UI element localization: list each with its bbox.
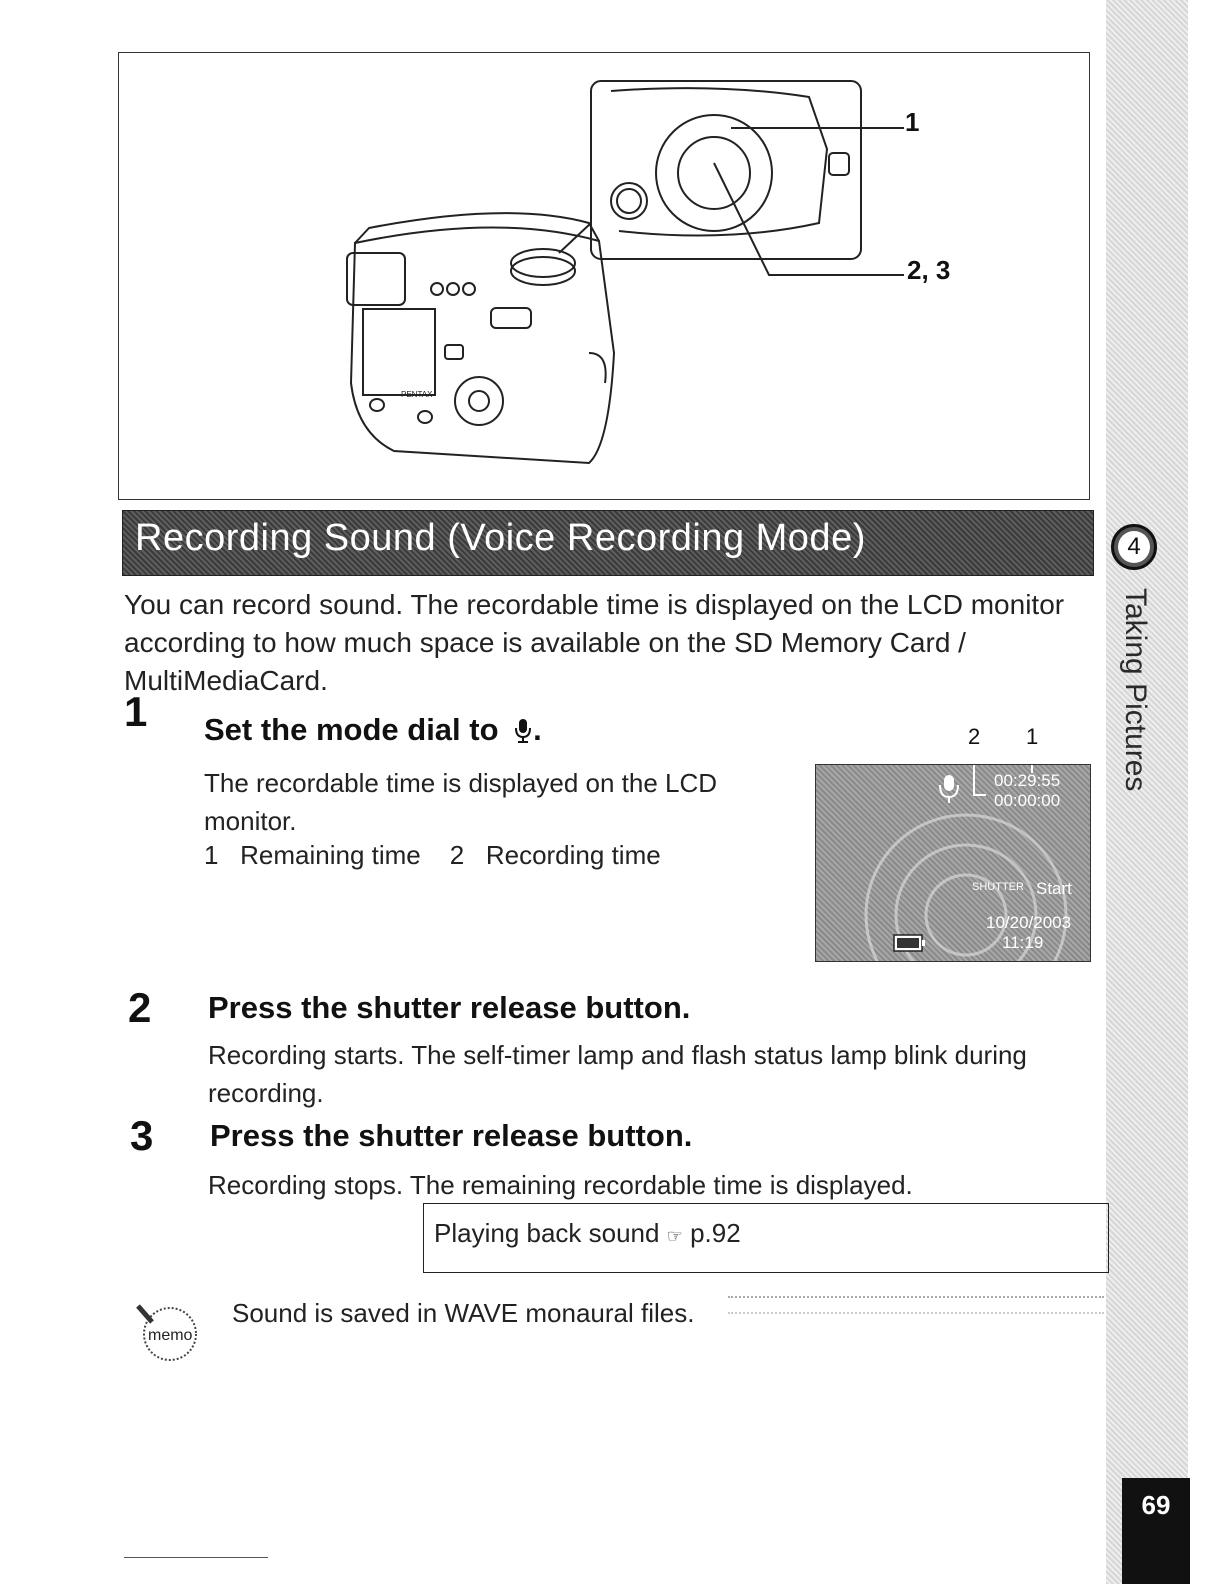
step-1-title bbox=[204, 712, 542, 748]
callout-1: 1 bbox=[905, 107, 920, 137]
chapter-sidebar bbox=[1106, 0, 1188, 1584]
memo-divider bbox=[728, 1296, 1104, 1314]
lcd-time: 11:19 bbox=[1002, 933, 1044, 952]
reference-box bbox=[423, 1203, 1109, 1273]
mode-dial bbox=[656, 115, 772, 231]
microphone-icon bbox=[513, 717, 533, 743]
memo-icon bbox=[132, 1300, 202, 1362]
four-way-controller bbox=[455, 377, 503, 425]
section-banner bbox=[122, 510, 1094, 576]
intro-paragraph: You can record sound. The recordable time is displayed on the LCD monitor according to how much space is available on the SD Memory Card / MultiMediaCard. bbox=[124, 589, 1065, 696]
camera-brand-mark: PENTAX bbox=[401, 390, 433, 399]
step-2-number: 2 bbox=[128, 984, 152, 1031]
step-2-title: Press the shutter release button. bbox=[208, 990, 691, 1025]
step-1-title-text: Set the mode dial to bbox=[204, 712, 499, 747]
step-1-legend bbox=[204, 836, 661, 874]
lcd-start-label: Start bbox=[1036, 879, 1072, 898]
step-1-number: 1 bbox=[124, 688, 148, 735]
footer-rule bbox=[124, 1557, 268, 1558]
lcd-microphone-icon bbox=[940, 775, 958, 803]
memo-icon-label: memo bbox=[148, 1327, 193, 1344]
battery-icon bbox=[894, 935, 925, 951]
chapter-badge bbox=[1111, 524, 1157, 570]
lcd-recording-time: 00:00:00 bbox=[994, 791, 1061, 810]
chapter-title: Taking Pictures bbox=[1119, 588, 1152, 792]
memo-text: Sound is saved in WAVE monaural files. bbox=[232, 1298, 695, 1328]
step-3-number: 3 bbox=[130, 1112, 154, 1159]
pointing-hand-icon: ☞ bbox=[666, 1226, 683, 1246]
legend-2-label: Recording time bbox=[485, 840, 661, 870]
lcd-callout-1: 1 bbox=[1026, 724, 1039, 749]
lcd-callout-line-2 bbox=[974, 765, 986, 795]
chapter-number: 4 bbox=[1118, 531, 1150, 563]
lcd-date: 10/20/2003 bbox=[986, 913, 1072, 932]
reference-page-link[interactable]: p.92 bbox=[690, 1218, 741, 1248]
lcd-remaining-time: 00:29:55 bbox=[994, 771, 1061, 790]
reference-text: Playing back sound bbox=[434, 1218, 660, 1248]
page-number: 69 bbox=[1122, 1478, 1190, 1584]
step-3-text: Recording stops. The remaining recordable time is displayed. bbox=[208, 1170, 913, 1200]
viewfinder bbox=[347, 253, 405, 305]
camera-illustration bbox=[118, 52, 1090, 500]
lcd-shutter-label: SHUTTER bbox=[972, 881, 1024, 893]
legend-2-number: 2 bbox=[449, 840, 465, 870]
lcd-callout-2: 2 bbox=[968, 724, 981, 749]
step-1-title-suffix: . bbox=[533, 712, 542, 747]
step-1-text: The recordable time is displayed on the LCD monitor. bbox=[204, 768, 718, 836]
lcd-screen bbox=[363, 309, 435, 395]
lcd-monitor bbox=[815, 764, 1091, 962]
legend-1-number: 1 bbox=[204, 840, 219, 870]
section-title: Recording Sound (Voice Recording Mode) bbox=[135, 517, 866, 559]
shutter-dial bbox=[511, 257, 575, 285]
step-2-text: Recording starts. The self-timer lamp and flash status lamp blink during recording. bbox=[208, 1040, 1027, 1108]
step-3-title: Press the shutter release button. bbox=[210, 1118, 693, 1153]
callout-2-3: 2, 3 bbox=[907, 255, 951, 285]
legend-1-label: Remaining time bbox=[240, 840, 421, 870]
